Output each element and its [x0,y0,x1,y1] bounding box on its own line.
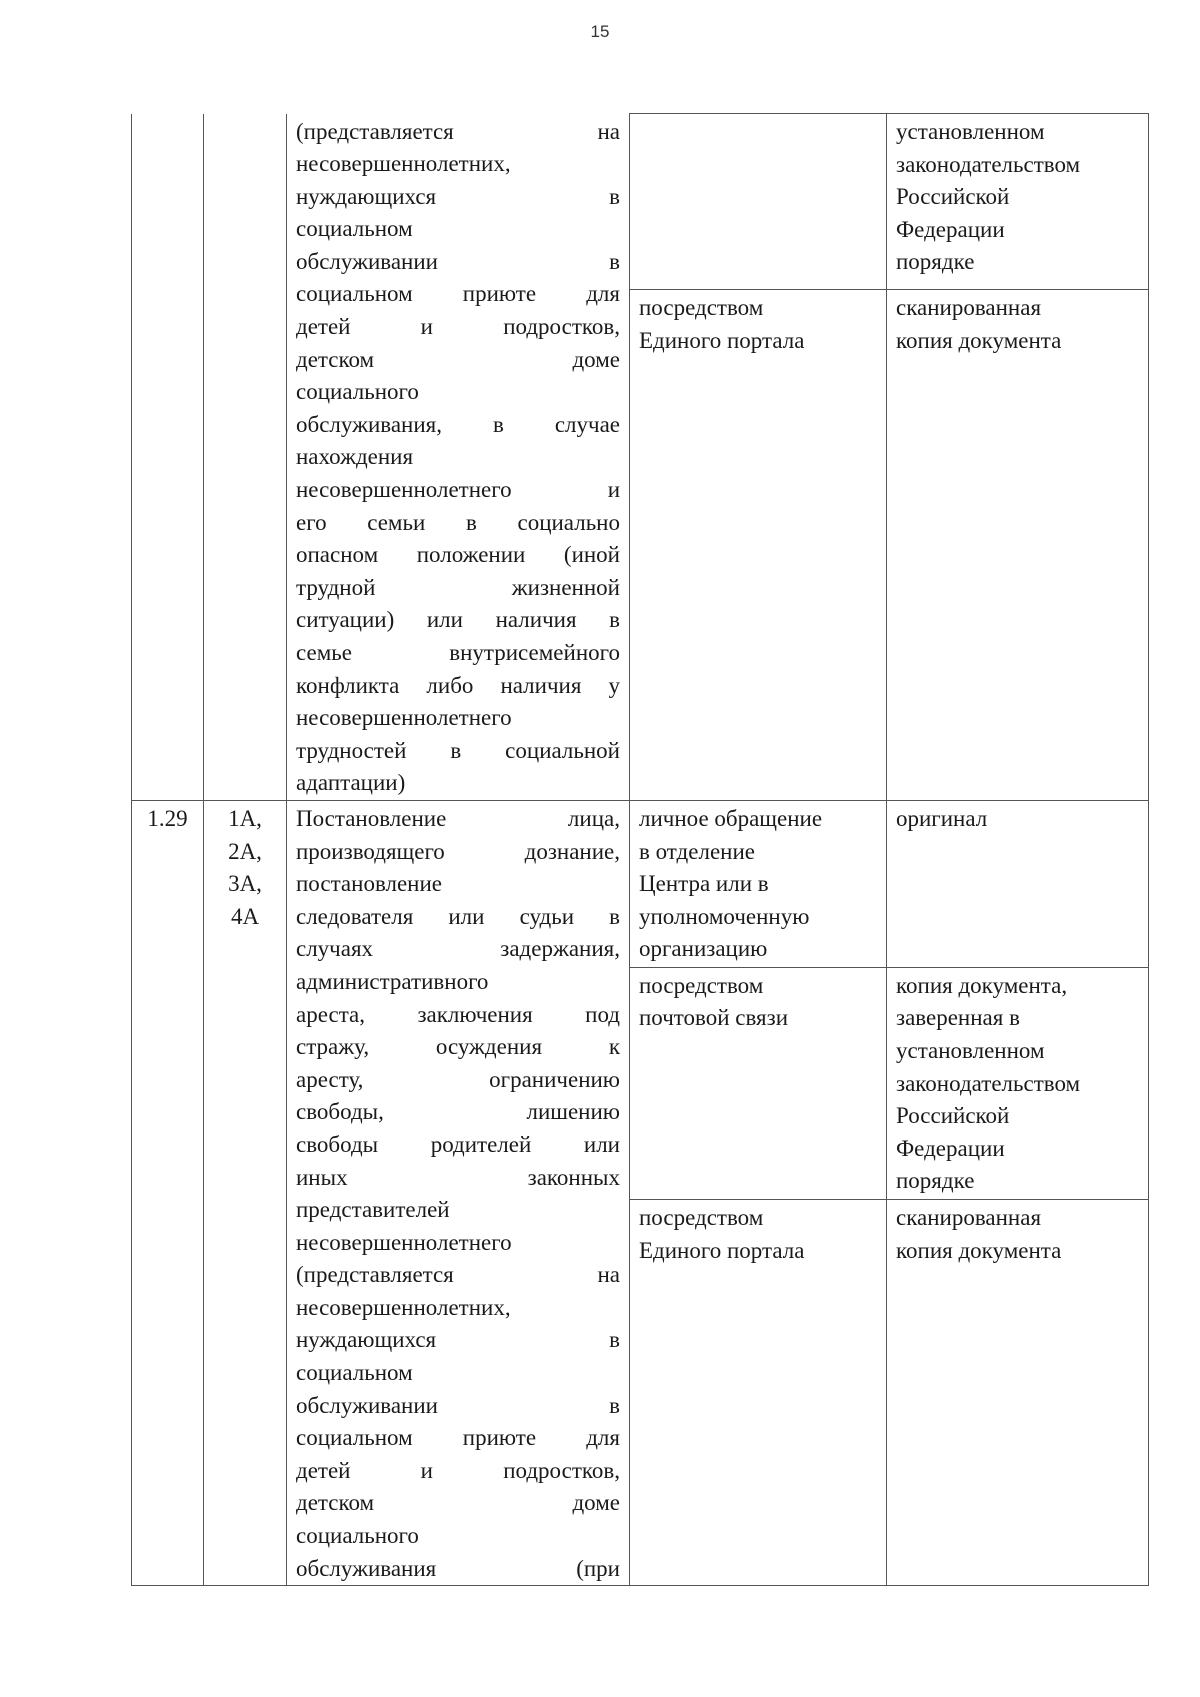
row-code: 1А, [228,805,262,831]
method-line: личное обращение [639,805,823,831]
method-line: в отделение [639,838,755,864]
description-line: обслуживания (при [296,1555,620,1581]
form-line: Российской [896,184,1010,210]
description-line: детском доме [296,1490,620,1516]
submission-method-cell [630,800,887,967]
document-description-cell [287,114,630,801]
description-line: трудностей в социальной [296,737,620,763]
method-line: организацию [639,936,768,962]
description-line: ареста, заключения под [296,1001,620,1027]
method-line: посредством [639,1205,764,1231]
document-form-cell [887,1200,1149,1586]
description-line: нуждающихся в [296,1327,620,1353]
description-line: социальном приюте для [296,1425,620,1451]
table-row-continued [132,114,1149,290]
description-line: производящего дознание, [296,838,620,864]
form-line: порядке [896,1168,975,1194]
description-line: нуждающихся в [296,183,620,209]
row-codes-cell [204,114,287,801]
description-line: обслуживания, в случае [296,411,620,437]
submission-method-cell [630,967,887,1199]
description-line: несовершеннолетнего и [296,477,620,503]
description-line: адаптации) [296,770,406,796]
method-line: уполномоченную [639,903,810,929]
form-line: копия документа [896,327,1062,353]
form-line: законодательством [896,151,1081,177]
description-line: обслуживании в [296,1392,620,1418]
description-line: ситуации) или наличия в [296,607,620,633]
form-line: установленном [896,119,1045,144]
method-line: Центра или в [639,871,769,897]
row-code: 4А [230,903,260,929]
row-code: 2А, [228,838,262,864]
form-line: Российской [896,1103,1010,1129]
description-line: семье внутрисемейного [296,640,620,665]
description-line: детей и подростков, [296,314,620,340]
description-line: постановление [296,871,443,897]
form-line: законодательством [896,1070,1081,1096]
description-line: представителей [296,1197,450,1223]
description-line: детском доме [296,346,620,372]
table-row [132,800,1149,967]
row-number-cell [132,114,204,801]
form-line: Федерации [896,1135,1005,1161]
row-number-cell [132,800,204,1585]
form-line: копия документа [896,1237,1062,1263]
description-line: стражу, осуждения к [296,1034,620,1060]
description-line: (представляется на [296,1262,620,1288]
description-line: социального [296,379,419,405]
submission-method-cell [630,114,887,290]
description-line: свободы родителей или [296,1131,620,1157]
form-line: Федерации [896,216,1005,242]
description-line: несовершеннолетнего [296,1229,512,1255]
form-line: сканированная [896,295,1042,321]
description-line: социальном приюте для [296,281,620,307]
description-line: его семьи в социально [296,509,620,535]
method-line: посредством [639,295,764,321]
row-codes-cell [204,800,287,1585]
submission-method-cell [630,1200,887,1586]
description-line: социального [296,1523,419,1549]
description-line: случаях задержания, [296,936,620,962]
description-line: трудной жизненной [296,574,620,600]
document-form-cell [887,967,1149,1199]
document-form-cell [887,290,1149,801]
method-line: Единого портала [639,1237,805,1263]
page-number: 15 [590,22,610,41]
document-form-cell [887,800,1149,967]
form-line: заверенная в [896,1005,1020,1031]
description-line: нахождения [296,444,414,470]
row-number: 1.29 [147,805,188,831]
description-line: Постановление лица, [296,805,620,831]
description-line: (представляется на [296,118,620,144]
submission-method-cell [630,290,887,801]
description-line: несовершеннолетних, [296,151,511,177]
description-line: детей и подростков, [296,1457,620,1483]
method-line: посредством [639,972,764,998]
description-line: опасном положении (иной [296,542,620,568]
description-line: аресту, ограничению [296,1066,620,1092]
description-line: социальном [296,1360,413,1386]
description-line: конфликта либо наличия у [296,672,620,698]
description-line: следователя или судьи в [296,903,620,929]
method-line: почтовой связи [639,1005,789,1031]
description-line: административного [296,968,489,994]
form-line: оригинал [896,805,988,831]
documents-table [131,113,1149,1586]
form-line: сканированная [896,1205,1042,1231]
form-line: копия документа, [896,972,1068,998]
document-description-cell [287,800,630,1585]
description-line: социальном [296,216,413,242]
description-line: иных законных [296,1164,620,1190]
description-line: несовершеннолетнего [296,705,512,731]
method-line: Единого портала [639,327,805,353]
document-form-cell [887,114,1149,290]
form-line: порядке [896,249,975,275]
description-line: свободы, лишению [296,1099,620,1125]
row-code: 3А, [228,871,262,897]
form-line: установленном [896,1038,1045,1063]
description-line: несовершеннолетних, [296,1294,511,1320]
description-line: обслуживании в [296,248,620,274]
